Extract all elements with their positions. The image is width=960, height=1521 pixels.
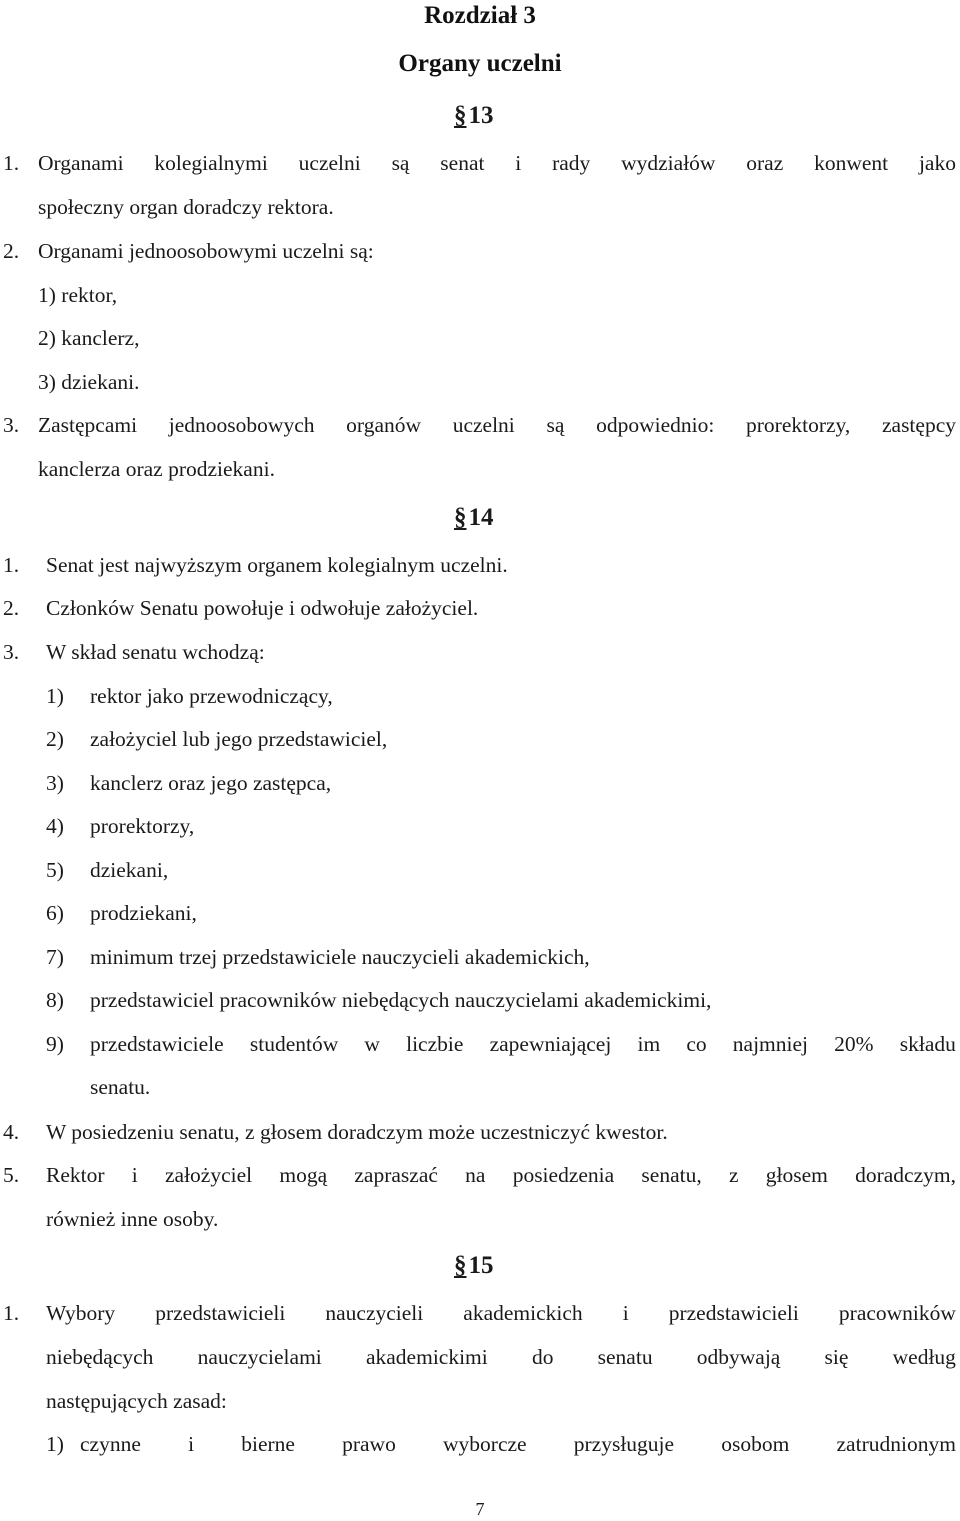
paragraph-line	[38, 410, 956, 440]
paragraph-number: 3.	[3, 640, 20, 664]
word: akademickich	[463, 1301, 583, 1325]
list-item-line	[90, 1029, 956, 1059]
page-number: 7	[475, 1499, 485, 1519]
list-item: prorektorzy,	[90, 814, 195, 838]
word: doradczym,	[855, 1163, 956, 1187]
word: założyciel	[164, 1163, 253, 1187]
paragraph-line: następujących zasad:	[46, 1389, 227, 1413]
word: nauczycielami	[197, 1345, 322, 1369]
word: odpowiednio:	[596, 413, 715, 437]
word: jako	[918, 151, 956, 175]
word: głosem	[765, 1163, 828, 1187]
section-heading-13	[454, 100, 494, 132]
word: uczelni	[452, 413, 515, 437]
paragraph-line: kanclerza oraz prodziekani.	[38, 457, 275, 481]
word: prawo	[342, 1432, 396, 1456]
word: i	[188, 1432, 195, 1456]
chapter-title: Rozdział 3	[424, 2, 536, 29]
word: składu	[899, 1032, 956, 1056]
word: niebędących	[46, 1345, 154, 1369]
list-item-number: 7)	[46, 945, 64, 969]
list-item-number: 1)	[46, 684, 64, 708]
word: Wybory	[46, 1301, 116, 1325]
paragraph-line: Organami jednoosobowymi uczelni są:	[38, 239, 374, 263]
paragraph-line: społeczny organ doradczy rektora.	[38, 195, 334, 219]
paragraph-line: Senat jest najwyższym organem kolegialnym uczelni.	[46, 553, 508, 577]
list-item: rektor jako przewodniczący,	[90, 684, 333, 708]
word: zapewniającej	[489, 1032, 612, 1056]
word: są	[546, 413, 565, 437]
paragraph-line	[46, 1298, 956, 1328]
list-item: minimum trzej przedstawiciele nauczycieli akademickich,	[90, 945, 590, 969]
word: i	[622, 1301, 629, 1325]
section-symbol: §	[454, 1252, 467, 1279]
paragraph-number: 2.	[3, 596, 20, 620]
word: według	[892, 1345, 956, 1369]
list-item-number: 2)	[46, 727, 64, 751]
section-heading-14	[454, 502, 494, 534]
list-item: 2) kanclerz,	[38, 326, 140, 350]
word: i	[515, 151, 522, 175]
word: pracowników	[838, 1301, 956, 1325]
word: kolegialnymi	[154, 151, 268, 175]
word: z	[728, 1163, 739, 1187]
word: osobom	[721, 1432, 790, 1456]
word: przedstawicieli	[668, 1301, 799, 1325]
list-item: kanclerz oraz jego zastępca,	[90, 771, 332, 795]
paragraph-line	[46, 1160, 956, 1190]
list-item-number: 9)	[46, 1032, 64, 1056]
word: 20%	[834, 1032, 874, 1056]
word: mogą	[279, 1163, 328, 1187]
list-item-number: 1)	[46, 1432, 64, 1456]
list-item-number: 8)	[46, 988, 64, 1012]
paragraph-number: 3.	[3, 413, 20, 437]
section-symbol: §	[454, 102, 467, 129]
word: Rektor	[46, 1163, 105, 1187]
paragraph-number: 1.	[3, 553, 20, 577]
section-number: 13	[468, 102, 494, 129]
section-heading-15	[454, 1250, 494, 1282]
paragraph-number: 4.	[3, 1120, 20, 1144]
word: przedstawicieli	[155, 1301, 286, 1325]
word: są	[391, 151, 410, 175]
paragraph-line	[38, 148, 956, 178]
word: rady	[552, 151, 591, 175]
word: senatu	[597, 1345, 653, 1369]
word: im	[637, 1032, 661, 1056]
list-item: założyciel lub jego przedstawiciel,	[90, 727, 388, 751]
list-item: prodziekani,	[90, 901, 197, 925]
list-item-number: 4)	[46, 814, 64, 838]
word: nauczycieli	[325, 1301, 424, 1325]
word: Zastępcami	[38, 413, 138, 437]
paragraph-number: 2.	[3, 239, 20, 263]
word: Organami	[38, 151, 124, 175]
word: bierne	[241, 1432, 295, 1456]
word: konwent	[814, 151, 889, 175]
word: oraz	[746, 151, 784, 175]
word: przedstawiciele	[90, 1032, 224, 1056]
word: jednoosobowych	[168, 413, 315, 437]
word: prorektorzy,	[746, 413, 851, 437]
word: czynne	[80, 1432, 141, 1456]
list-item-line	[80, 1429, 956, 1459]
word: senatu,	[641, 1163, 702, 1187]
word: co	[686, 1032, 707, 1056]
word: zapraszać	[354, 1163, 438, 1187]
paragraph-number: 1.	[3, 151, 20, 175]
word: studentów	[249, 1032, 339, 1056]
word: uczelni	[298, 151, 361, 175]
section-symbol: §	[454, 504, 467, 531]
paragraph-number: 5.	[3, 1163, 20, 1187]
word: odbywają	[696, 1345, 781, 1369]
list-item: 1) rektor,	[38, 283, 118, 307]
list-item-number: 5)	[46, 858, 64, 882]
paragraph-line: również inne osoby.	[46, 1207, 219, 1231]
paragraph-line: Członków Senatu powołuje i odwołuje założyciel.	[46, 596, 479, 620]
paragraph-line	[46, 1342, 956, 1372]
word: organów	[346, 413, 422, 437]
section-number: 14	[468, 504, 494, 531]
word: najmniej	[732, 1032, 809, 1056]
paragraph-line: W skład senatu wchodzą:	[46, 640, 265, 664]
list-item-line: senatu.	[90, 1075, 151, 1099]
chapter-subtitle: Organy uczelni	[398, 50, 562, 77]
word: posiedzenia	[512, 1163, 615, 1187]
list-item: dziekani,	[90, 858, 169, 882]
list-item: 3) dziekani.	[38, 370, 140, 394]
word: wydziałów	[621, 151, 716, 175]
word: i	[131, 1163, 138, 1187]
word: liczbie	[406, 1032, 464, 1056]
list-item-number: 3)	[46, 771, 64, 795]
word: zatrudnionym	[836, 1432, 956, 1456]
word: wyborcze	[443, 1432, 527, 1456]
word: zastępcy	[881, 413, 956, 437]
word: do	[531, 1345, 554, 1369]
paragraph-line: W posiedzeniu senatu, z głosem doradczym może uczestniczyć kwestor.	[46, 1120, 668, 1144]
list-item-number: 6)	[46, 901, 64, 925]
word: akademickimi	[365, 1345, 488, 1369]
section-number: 15	[468, 1252, 494, 1279]
list-item: przedstawiciel pracowników niebędących nauczycielami akademickimi,	[90, 988, 712, 1012]
word: w	[364, 1032, 380, 1056]
word: się	[824, 1345, 849, 1369]
word: na	[465, 1163, 486, 1187]
word: przysługuje	[573, 1432, 675, 1456]
paragraph-number: 1.	[3, 1301, 20, 1325]
word: senat	[440, 151, 485, 175]
